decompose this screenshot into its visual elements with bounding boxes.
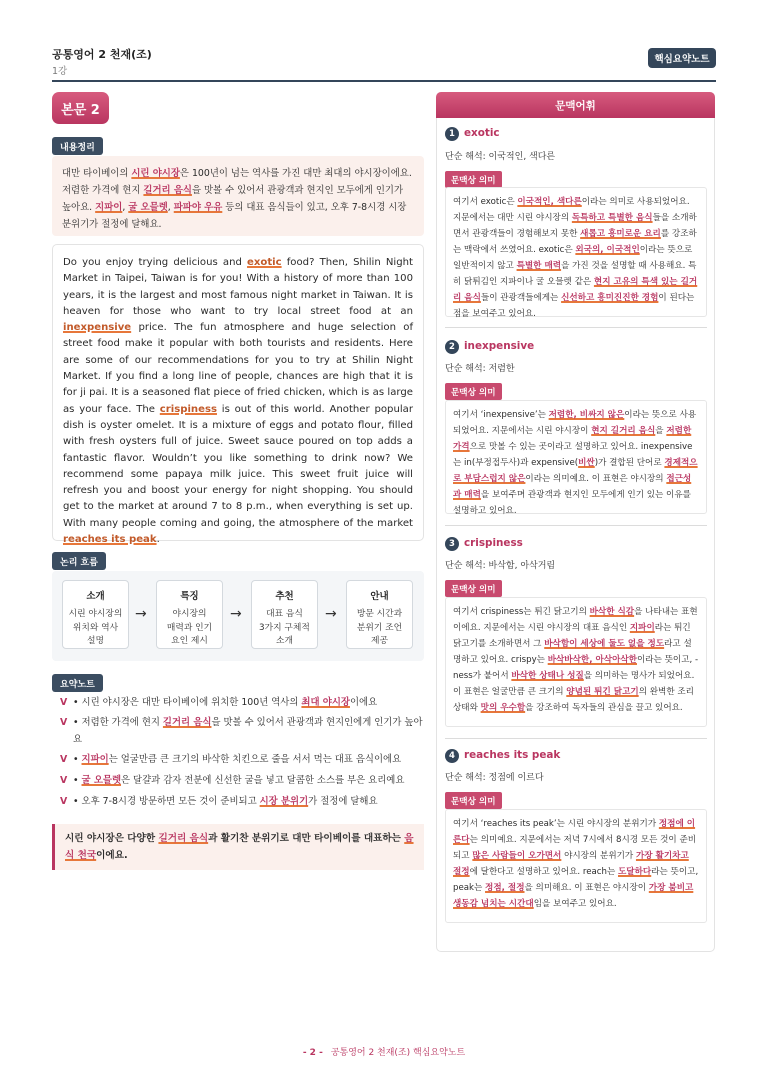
note-rich xyxy=(82,775,405,786)
text-segment: 으로 맛볼 수 있는 곳이라고 설명하고 있어요. inexpensive는 in(부정접두사)과 expensive( xyxy=(453,442,693,468)
text-segment: 을 보여주며 관광객과 현지인 모두에게 인기 있는 이유를 설명하고 있어요. xyxy=(453,490,691,516)
highlighted-term: 정점, 절정 xyxy=(485,883,525,893)
text-segment: , xyxy=(122,202,129,213)
highlighted-term: 파파야 우유 xyxy=(173,202,223,213)
note-item xyxy=(52,751,424,768)
check-mark-icon: V xyxy=(60,717,68,728)
text-segment: 등의 대표 음식들이 있고, 오후 7-8시경 시장 분위기가 절정에 달해요. xyxy=(62,202,407,230)
vocab-divider xyxy=(445,738,707,739)
highlighted-term: 굴 오믈렛 xyxy=(128,202,168,213)
text-segment: 여기서 crispiness는 튀긴 닭고기의 xyxy=(453,607,590,617)
simple-label: 단순 해석: xyxy=(445,364,486,374)
section-tab: 본문 2 xyxy=(52,92,109,124)
context-text xyxy=(453,410,698,516)
flow-step-recommend xyxy=(251,580,318,649)
highlighted-term: crispiness xyxy=(159,403,217,415)
flow-step-line: 3가지 구체적 xyxy=(259,622,310,633)
note-rich xyxy=(82,754,402,765)
vocab-number-badge: 2 xyxy=(445,340,459,354)
highlighted-term: 이국적인, 색다른 xyxy=(517,197,582,207)
flow-step-line: 방문 시간과 xyxy=(356,609,403,619)
highlighted-term: 지파이 xyxy=(81,754,109,765)
flow-arrow-icon: → xyxy=(230,606,242,622)
summary-text xyxy=(62,168,412,230)
header-divider xyxy=(52,80,716,82)
page-footer xyxy=(0,1045,768,1058)
highlighted-term: 시린 야시장 xyxy=(131,168,180,179)
text-segment: 이라는 의미예요. 이 표현은 야시장의 xyxy=(525,474,667,484)
logic-flow xyxy=(52,571,424,661)
context-box xyxy=(445,597,707,727)
text-segment: 이라는 뜻으로 사용되었어요. 지문에서는 시린 야시장이 xyxy=(453,410,697,436)
flow-step-line: 매력과 인기 xyxy=(166,622,213,633)
highlighted-term: 양념된 튀긴 닭고기 xyxy=(566,687,639,697)
flow-step-line: 시린 야시장의 xyxy=(68,609,123,619)
lesson-label: 1강 xyxy=(52,66,68,77)
text-segment: 이라는 뜻으로 일반적이지 않고 xyxy=(453,245,693,271)
context-text xyxy=(453,819,698,909)
note-text: • 시린 야시장은 대만 타이베이에 위치한 100년 역사의 최대 야시장이에요 xyxy=(73,697,378,708)
flow-step-line: 야시장의 xyxy=(172,609,207,619)
text-segment: 과 활기찬 분위기로 대만 타이베이를 대표하는 xyxy=(208,833,405,844)
text-segment: 여기서 ‘inexpensive’는 xyxy=(453,410,549,420)
highlighted-term: 바삭바삭한, 아삭아삭한 xyxy=(547,655,637,665)
flow-step-head: 추천 xyxy=(275,591,294,602)
context-tag: 문맥상 의미 xyxy=(445,580,502,597)
flow-step-line: 제공 xyxy=(371,636,388,646)
highlighted-term: reaches its peak xyxy=(63,534,157,546)
vocab-number-badge: 3 xyxy=(445,537,459,551)
text-segment: 시린 야시장은 대만 타이베이에 위치한 100년 역사의 xyxy=(81,697,302,708)
text-segment: 라는 튀긴 닭고기를 소개하면서 그 xyxy=(453,623,691,649)
flow-step-guide xyxy=(346,580,413,649)
highlighted-term: 도달하다 xyxy=(618,867,652,877)
simple-label: 단순 해석: xyxy=(445,561,486,571)
note-item xyxy=(52,772,424,789)
flow-step-head: 안내 xyxy=(370,591,389,602)
text-segment: 는 얼굴만큼 큰 크기의 바삭한 치킨으로 줄을 서서 먹는 대표 음식이에요 xyxy=(108,754,402,765)
text-segment: food? Then, Shilin Night Market in Taipei, Taiwan is for you! With a history of more than 100 years, it is the largest and most famous night market in Taiwan. It is heaven for those who want to try local street food at an xyxy=(63,257,413,317)
note-text: • 굴 오믈렛은 달걀과 감자 전분에 신선한 굴을 넣고 달콤한 소스를 부은 요리예요 xyxy=(73,775,405,786)
note-text: • 오후 7-8시경 방문하면 모든 것이 준비되고 시장 분위기가 절정에 달해요 xyxy=(73,796,378,807)
flow-step-line: 요인 제시 xyxy=(171,636,208,646)
highlighted-term: 음식 천국 xyxy=(65,833,414,861)
vocab-number-badge: 1 xyxy=(445,127,459,141)
context-box xyxy=(445,809,707,923)
flow-arrow-icon: → xyxy=(325,606,337,622)
passage-text xyxy=(63,257,413,545)
context-box xyxy=(445,400,707,514)
flow-step-line: 대표 음식 xyxy=(266,609,303,619)
book-title: 공통영어 2 천재(조) xyxy=(52,48,152,61)
vocab-word: crispiness xyxy=(464,537,523,549)
text-segment: Do you enjoy trying delicious and xyxy=(63,257,248,268)
highlighted-term: 정점에 이른다 xyxy=(453,819,696,845)
highlighted-term: 신선하고 흥미진진한 경험 xyxy=(561,293,659,303)
note-item xyxy=(52,793,424,810)
simple-label: 단순 해석: xyxy=(445,773,486,783)
notes-tag: 요약노트 xyxy=(52,674,103,692)
highlighted-term: 독특하고 특별한 음식 xyxy=(571,213,653,223)
note-item xyxy=(52,694,424,711)
vocab-simple-meaning xyxy=(445,558,555,571)
vocab-divider xyxy=(445,525,707,526)
highlighted-term: exotic xyxy=(247,257,282,268)
passage-box xyxy=(52,244,424,546)
highlighted-term: 지파이 xyxy=(629,623,655,633)
text-segment: price. The fun atmosphere and huge selection of street food make it popular with both tourists and residents. Here are some of our recommendations for you to try at Shilin Night Market. If you find a long line of people, chances are high that it is for ji pai. It is a seasoned flat piece of fried chicken, which is as large as your face. The xyxy=(63,322,413,415)
context-text xyxy=(453,197,697,319)
context-text xyxy=(453,607,698,713)
text-segment: 은 달걀과 감자 전분에 신선한 굴을 넣고 달콤한 소스를 부은 요리예요 xyxy=(121,775,405,786)
vocab-divider xyxy=(445,327,707,328)
highlighted-term: 많은 사람들이 오가면서 xyxy=(472,851,562,861)
context-box xyxy=(445,187,707,317)
vocab-simple-meaning xyxy=(445,149,555,162)
flow-step-line: 소개 xyxy=(276,636,293,646)
text-segment: 을 강조하여 독자들의 관심을 끌고 있어요. xyxy=(525,703,683,713)
text-segment: 여기서 exotic은 xyxy=(453,197,518,207)
note-item xyxy=(52,714,424,748)
text-segment: 오후 7-8시경 방문하면 모든 것이 준비되고 xyxy=(81,796,260,807)
highlighted-term: 경제적으로 부담스럽지 않은 xyxy=(453,458,698,484)
check-mark-icon: V xyxy=(60,697,68,708)
vocab-simple-meaning xyxy=(445,770,544,783)
text-segment: 가 절정에 달해요 xyxy=(308,796,378,807)
text-segment: 을 의미해요. 이 표현은 야시장이 xyxy=(524,883,649,893)
highlighted-term: 새롭고 흥미로운 요리 xyxy=(580,229,661,239)
note-text: • 저렴한 가격에 현지 길거리 음식을 맛볼 수 있어서 관광객과 현지인에게 인기가 높아요 xyxy=(73,717,423,745)
flow-step-body xyxy=(157,608,222,649)
text-segment: )가 결합된 단어로 xyxy=(594,458,665,468)
text-segment: 저렴한 가격에 현지 xyxy=(81,717,163,728)
highlighted-term: 길거리 음식 xyxy=(158,833,209,844)
text-segment: 은 100년이 넘는 역사를 가진 대만 최대의 야시장이에요. 저렴한 가격에 현지 xyxy=(62,168,412,196)
summary-note-badge: 핵심요약노트 xyxy=(648,48,716,68)
highlighted-term: inexpensive xyxy=(63,322,132,334)
highlighted-term: 특별한 매력 xyxy=(516,261,562,271)
highlighted-term: 바삭한 식감 xyxy=(589,607,635,617)
highlighted-term: 비싼 xyxy=(578,458,595,468)
highlighted-term: 가장 활기차고 절정 xyxy=(453,851,689,877)
text-segment: 시린 야시장은 다양한 xyxy=(65,833,159,844)
text-segment: 이 된다는 점을 보여주고 있어요. xyxy=(453,293,695,319)
simple-value: 바삭함, 아삭거림 xyxy=(488,561,556,571)
text-segment: 임을 보여주고 있어요. xyxy=(533,899,617,909)
text-segment: . xyxy=(156,534,160,546)
vocab-word: exotic xyxy=(464,127,500,139)
text-segment: 이에요 xyxy=(349,697,378,708)
flow-arrow-icon: → xyxy=(135,606,147,622)
text-segment: 라고 설명하고 있어요. crispy는 xyxy=(453,639,692,665)
flow-step-feature xyxy=(156,580,223,649)
text-segment: 을 의미하는 명사가 되었어요. 이 표현은 얼굴만큼 큰 크기의 xyxy=(453,671,695,697)
highlighted-term: 맛의 우수함 xyxy=(480,703,526,713)
highlighted-term: 굴 오믈렛 xyxy=(81,775,122,786)
highlighted-term: 현지 길거리 음식 xyxy=(591,426,656,436)
highlighted-term: 길거리 음식 xyxy=(143,185,192,196)
note-rich xyxy=(73,717,423,745)
text-segment: 을 나타내는 표현이에요. 지문에서는 시린 야시장의 대표 음식인 xyxy=(453,607,698,633)
flow-step-head: 소개 xyxy=(86,591,105,602)
vocab-simple-meaning xyxy=(445,361,515,374)
highlighted-term: 지파이 xyxy=(95,202,123,213)
highlighted-term: 저렴한, 비싸지 않은 xyxy=(548,410,625,420)
vocab-word: reaches its peak xyxy=(464,749,561,761)
flow-tag: 논리 흐름 xyxy=(52,552,106,570)
flow-step-body xyxy=(347,608,412,649)
text-segment: 는 의미예요. 지문에서는 저녁 7시에서 8시경 모든 것이 준비되고 xyxy=(453,835,697,861)
check-mark-icon: V xyxy=(60,754,68,765)
highlighted-term: 접근성과 매력 xyxy=(453,474,692,500)
note-text: • 지파이는 얼굴만큼 큰 크기의 바삭한 치킨으로 줄을 서서 먹는 대표 음식이에요 xyxy=(73,754,402,765)
context-tag: 문맥상 의미 xyxy=(445,171,502,188)
check-mark-icon: V xyxy=(60,796,68,807)
flow-step-intro xyxy=(62,580,129,649)
flow-step-line: 위치와 역사 xyxy=(72,622,119,633)
highlighted-term: 외국의, 이국적인 xyxy=(575,245,640,255)
page-number: - 2 - xyxy=(302,1048,323,1058)
text-segment: is out of this world. Another popular dish is oyster omelet. It is a mixture of eggs and potato flour, filled with fresh oysters full of juice. Sweet sauce poured on top adds a fantastic flavor. Wouldn’t you like something to drink now? We recommend some papaya milk juice. This sweet fruit juice will refresh you and boost your energy for night shopping. You should get to the market at around 7 to 8 p.m., when everything is set up. With many people coming and going, the atmosphere of the market xyxy=(63,403,413,529)
highlighted-term: 현지 고유의 특색 있는 길거리 음식 xyxy=(453,277,698,303)
vocab-number-badge: 4 xyxy=(445,749,459,763)
summary-tag: 내용정리 xyxy=(52,137,103,155)
text-segment: 야시장의 분위기가 xyxy=(561,851,636,861)
summary-box xyxy=(52,156,424,236)
text-segment: 에 달한다고 설명하고 있어요. reach는 xyxy=(469,867,618,877)
simple-value: 이국적인, 색다른 xyxy=(488,152,556,162)
text-segment: 을 xyxy=(655,426,667,436)
text-segment: 를 강조하는 맥락에서 쓰였어요. exotic은 xyxy=(453,229,697,255)
text-segment: , xyxy=(167,202,174,213)
context-tag: 문맥상 의미 xyxy=(445,383,502,400)
highlighted-term: 저렴한 가격 xyxy=(453,426,692,452)
text-segment: 들을 소개하면서 관광객들이 경험해보지 못한 xyxy=(453,213,697,239)
text-segment: 대만 타이베이의 xyxy=(62,168,132,179)
simple-label: 단순 해석: xyxy=(445,152,486,162)
vocab-word: inexpensive xyxy=(464,340,535,352)
vocab-title: 문맥어휘 xyxy=(436,92,715,118)
text-segment: 라는 뜻이고, peak는 xyxy=(453,867,699,893)
flow-step-line: 분위기 조언 xyxy=(356,622,403,633)
note-rich xyxy=(82,697,378,708)
flow-step-head: 특징 xyxy=(180,591,199,602)
flow-step-line: 설명 xyxy=(87,636,104,646)
conclusion-box xyxy=(52,824,424,870)
text-segment: 을 가진 것을 설명할 때 사용해요. 특히 닭튀김인 지파이나 굴 오믈렛 같은 xyxy=(453,261,697,287)
simple-value: 저렴한 xyxy=(488,364,515,374)
flow-step-body xyxy=(63,608,128,649)
text-segment: 의 완벽한 조리 상태와 xyxy=(453,687,694,713)
highlighted-term: 최대 야시장 xyxy=(301,697,350,708)
highlighted-term: 바삭함이 세상에 둘도 없을 정도 xyxy=(544,639,665,649)
text-segment: 이라는 뜻이고, -ness가 붙어서 xyxy=(453,655,699,681)
highlighted-term: 시장 분위기 xyxy=(259,796,309,807)
text-segment: 이라는 의미로 사용되었어요. 지문에서는 대만 시린 야시장의 xyxy=(453,197,690,223)
flow-step-body xyxy=(252,608,317,649)
highlighted-term: 바삭한 상태나 성질 xyxy=(511,671,584,681)
note-rich xyxy=(82,796,378,807)
text-segment: 을 맛볼 수 있어서 관광객과 현지인에게 인기가 높아요 xyxy=(73,717,423,745)
text-segment: 여기서 ‘reaches its peak’는 시린 야시장의 분위기가 xyxy=(453,819,659,829)
highlighted-term: 길거리 음식 xyxy=(162,717,212,728)
text-segment: 을 맛볼 수 있어서 관광객과 현지인 모두에게 인기가 높아요. xyxy=(62,185,403,213)
footer-text: 공통영어 2 천재(조) 핵심요약노트 xyxy=(330,1048,466,1058)
simple-value: 정점에 이르다 xyxy=(488,773,544,783)
highlighted-term: 가장 붐비고 생동감 넘치는 시간대 xyxy=(453,883,694,909)
text-segment: 들이 관광객들에게는 xyxy=(480,293,562,303)
check-mark-icon: V xyxy=(60,775,68,786)
text-segment: 이에요. xyxy=(96,850,128,861)
context-tag: 문맥상 의미 xyxy=(445,792,502,809)
conclusion-text xyxy=(65,833,414,861)
